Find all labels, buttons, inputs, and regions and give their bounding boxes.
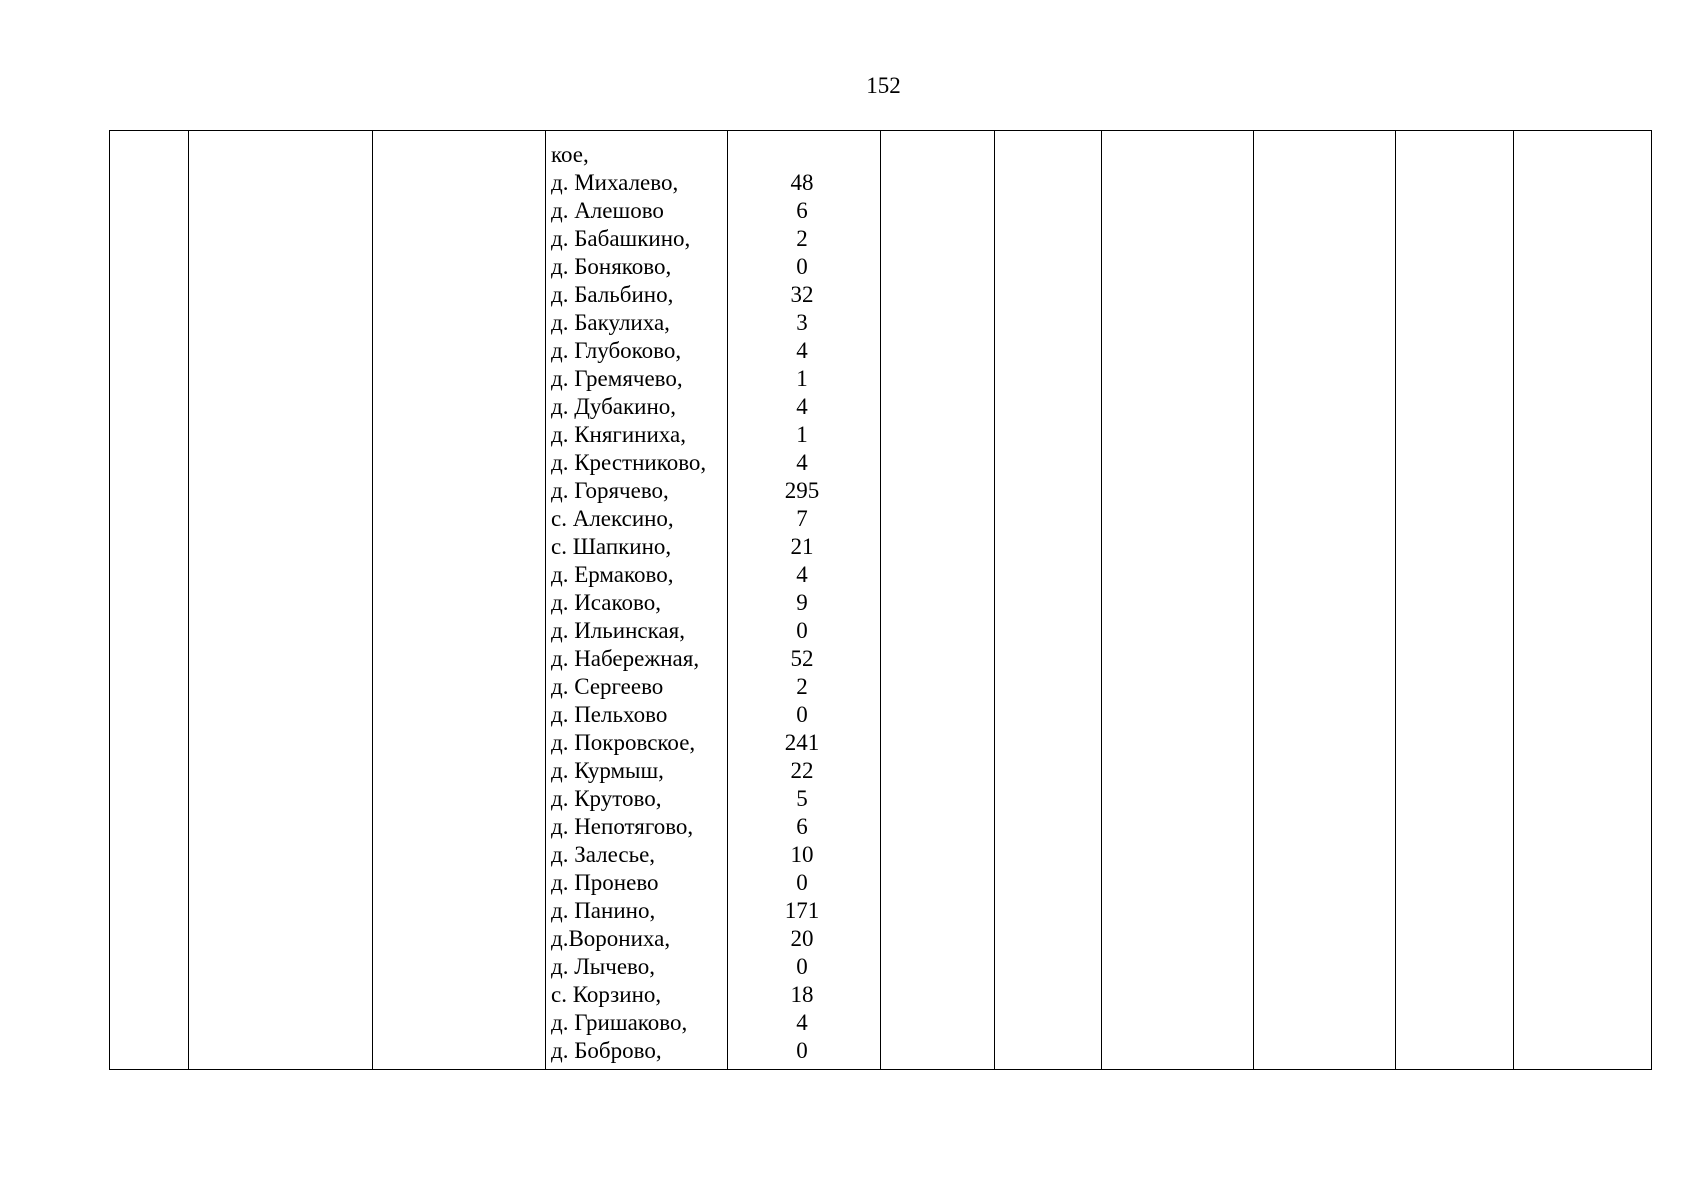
- settlement-value: 22: [790, 758, 814, 783]
- value-spacer: [728, 141, 880, 169]
- settlement-value: 4: [796, 562, 808, 587]
- settlements-table: [109, 130, 1652, 1070]
- settlement-name: д. Ермаково,: [551, 562, 674, 587]
- page-number: 152: [866, 73, 901, 98]
- settlement-value: 171: [784, 898, 820, 923]
- empty-cell-10: [1396, 131, 1514, 1070]
- settlement-value: 0: [796, 954, 808, 979]
- settlement-value: 18: [790, 982, 814, 1007]
- settlement-name: д. Панино,: [551, 898, 656, 923]
- settlement-value: 5: [796, 786, 808, 811]
- settlement-value: 1: [796, 366, 808, 391]
- settlement-name: с. Шапкино,: [551, 534, 672, 559]
- settlement-name: д. Залесье,: [551, 842, 656, 867]
- settlement-value: 48: [790, 170, 814, 195]
- settlement-name: д. Бальбино,: [551, 282, 674, 307]
- settlement-name-continuation: кое,: [551, 142, 589, 167]
- settlement-value: 0: [796, 254, 808, 279]
- settlement-name: д. Ильинская,: [551, 618, 685, 643]
- settlement-values-list: [728, 131, 880, 1065]
- settlement-name: д. Исаково,: [551, 590, 661, 615]
- table-row: [110, 131, 1652, 1070]
- settlement-value: 2: [796, 226, 808, 251]
- settlement-name: д. Дубакино,: [551, 394, 677, 419]
- settlement-name: д. Бакулиха,: [551, 310, 670, 335]
- settlement-name: д. Глубоково,: [551, 338, 682, 363]
- settlement-name: д. Крестниково,: [551, 450, 707, 475]
- settlement-name: д. Княгиниха,: [551, 422, 686, 447]
- settlement-name: д. Горячево,: [551, 478, 669, 503]
- settlement-value: 7: [796, 506, 808, 531]
- settlement-value: 0: [796, 702, 808, 727]
- settlement-name: д. Бабашкино,: [551, 226, 691, 251]
- settlement-value: 0: [796, 1038, 808, 1063]
- settlement-name: д. Набережная,: [551, 646, 700, 671]
- settlement-value: 4: [796, 1010, 808, 1035]
- settlement-name: д. Алешово: [551, 198, 664, 223]
- empty-cell-8: [1102, 131, 1254, 1070]
- empty-cell-6: [881, 131, 995, 1070]
- empty-cell-1: [110, 131, 189, 1070]
- settlement-values-cell: [728, 131, 881, 1070]
- settlement-value: 4: [796, 450, 808, 475]
- settlement-value: 0: [796, 870, 808, 895]
- settlement-value: 20: [790, 926, 814, 951]
- settlement-value: 3: [796, 310, 808, 335]
- settlement-name: д. Покровское,: [551, 730, 696, 755]
- settlement-name: д. Боняково,: [551, 254, 672, 279]
- settlement-value: 241: [784, 730, 820, 755]
- settlement-value: 52: [790, 646, 814, 671]
- settlement-name: д. Курмыш,: [551, 758, 664, 783]
- settlement-name: д. Гремячево,: [551, 366, 683, 391]
- settlement-name: д. Непотягово,: [551, 814, 694, 839]
- settlement-value: 32: [790, 282, 814, 307]
- settlement-value: 0: [796, 618, 808, 643]
- settlement-value: 21: [790, 534, 814, 559]
- settlement-name: с. Корзино,: [551, 982, 662, 1007]
- empty-cell-7: [995, 131, 1102, 1070]
- settlement-name: д. Сергеево: [551, 674, 664, 699]
- settlement-name: д. Лычево,: [551, 954, 655, 979]
- settlement-names-list: [546, 131, 727, 1065]
- settlement-name: д. Михалево,: [551, 170, 679, 195]
- empty-cell-3: [373, 131, 546, 1070]
- settlement-value: 2: [796, 674, 808, 699]
- settlement-name: с. Алексино,: [551, 506, 674, 531]
- settlement-name: д. Крутово,: [551, 786, 662, 811]
- settlement-name: д. Пельхово: [551, 702, 668, 727]
- settlement-name: д. Гришаково,: [551, 1010, 688, 1035]
- settlement-value: 9: [796, 590, 808, 615]
- settlement-name: д. Боброво,: [551, 1038, 662, 1063]
- settlement-value: 295: [784, 478, 820, 503]
- settlement-value: 6: [796, 814, 808, 839]
- settlement-value: 6: [796, 198, 808, 223]
- empty-cell-9: [1254, 131, 1396, 1070]
- settlement-value: 1: [796, 422, 808, 447]
- empty-cell-11: [1514, 131, 1652, 1070]
- settlement-names-cell: [546, 131, 728, 1070]
- empty-cell-2: [189, 131, 373, 1070]
- settlement-value: 4: [796, 338, 808, 363]
- settlement-value: 4: [796, 394, 808, 419]
- settlement-name: д.Ворониха,: [551, 926, 671, 951]
- settlement-value: 10: [790, 842, 814, 867]
- settlement-name: д. Пронево: [551, 870, 659, 895]
